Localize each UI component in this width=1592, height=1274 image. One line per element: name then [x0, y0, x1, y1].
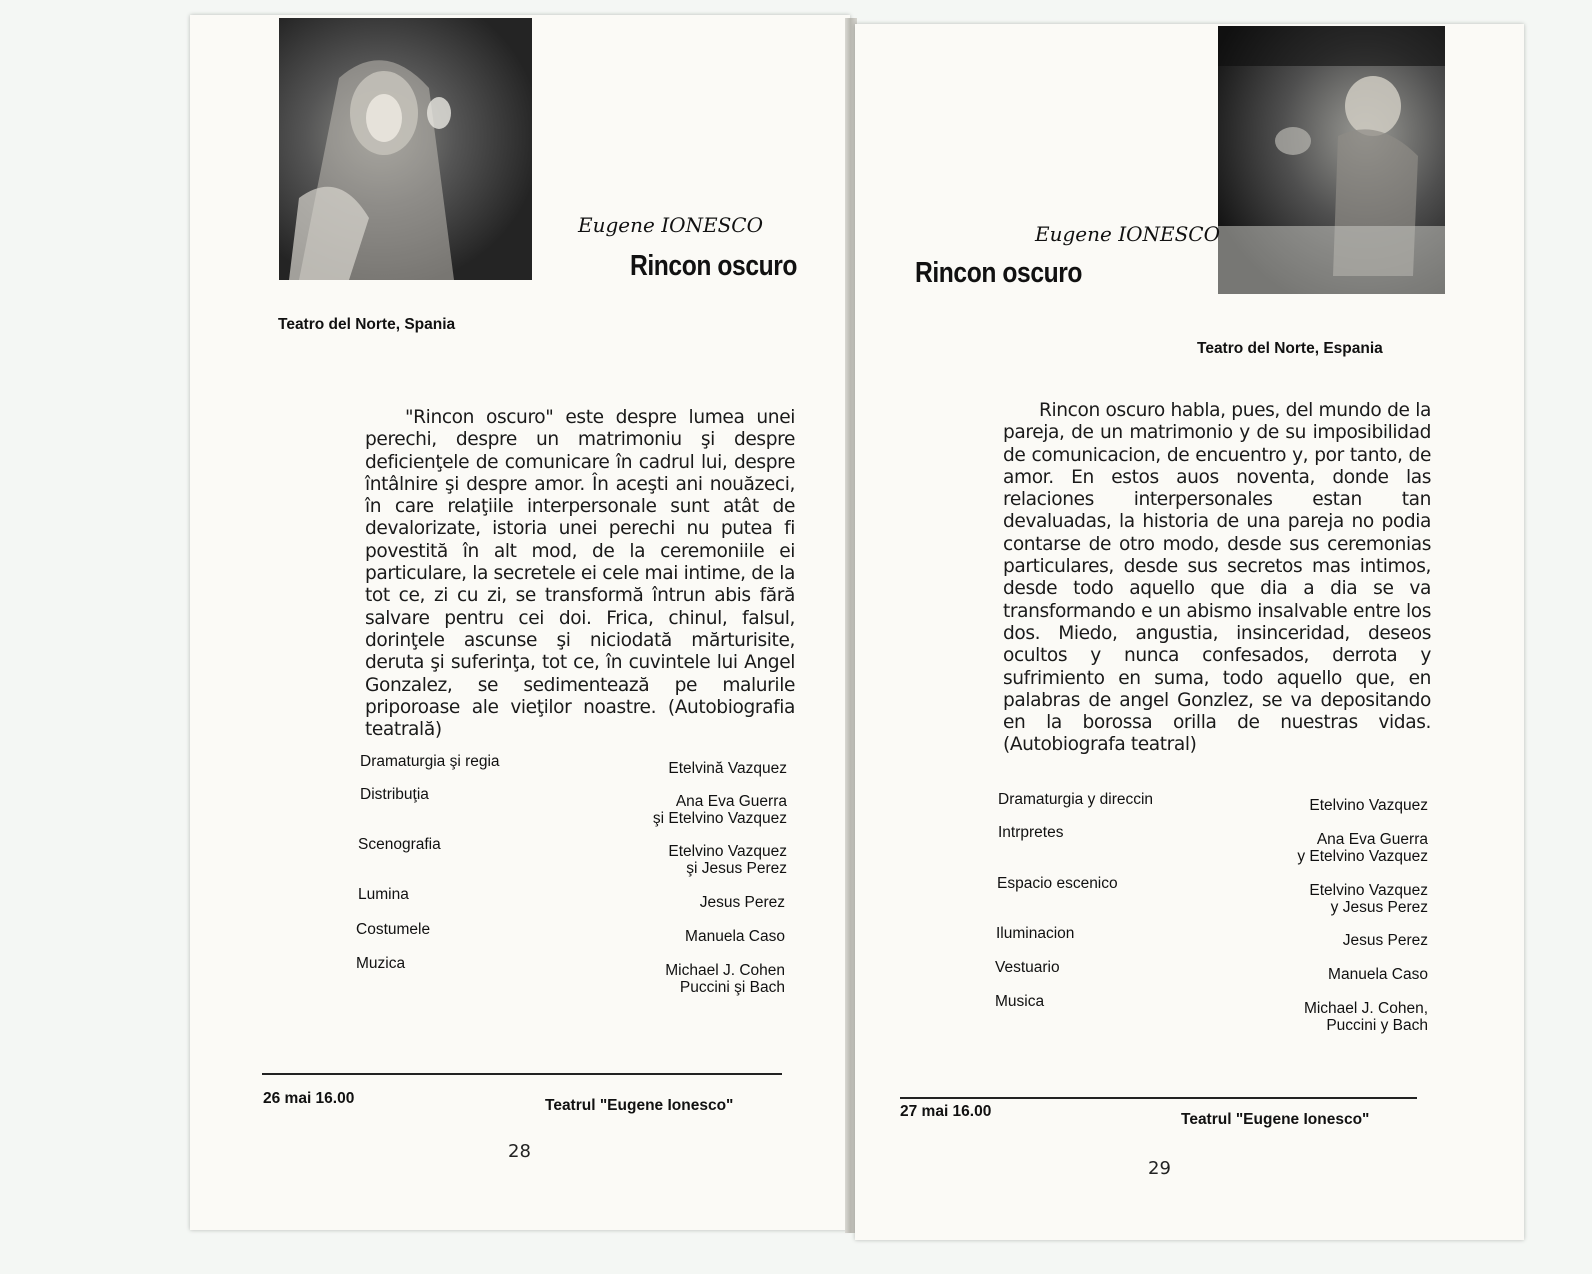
venue-name: Teatro del Norte, Spania: [278, 316, 456, 333]
credit-label: Iluminacion: [996, 925, 1075, 942]
credit-label: Musica: [995, 993, 1045, 1010]
credit-label: Dramaturgia şi regia: [360, 753, 500, 770]
credit-label: Dramaturgia y direccin: [998, 791, 1154, 808]
credit-value: Ana Eva Guerra şi Etelvino Vazquez: [652, 793, 787, 827]
credit-value: Michael J. Cohen Puccini şi Bach: [665, 962, 785, 996]
credit-value: Etelvino Vazquez y Jesus Perez: [1309, 882, 1428, 916]
bride-photo: [279, 18, 532, 280]
credit-label: Muzica: [356, 955, 406, 972]
page-number: 29: [1148, 1158, 1171, 1179]
footer-rule: [900, 1097, 1417, 1099]
theatre-name: Teatrul "Eugene Ionesco": [1181, 1111, 1370, 1128]
author-name: Eugene IONESCO: [1035, 222, 1220, 246]
performance-date: 26 mai 16.00: [263, 1090, 355, 1107]
description-text: Rincon oscuro habla, pues, del mundo de la pareja, de un matrimonio y de su imposibilidad de comunicacion, de encuentro y, por tanto, de amor. En estos auos noventa, donde las relaciones interpersonales estan tan devaluadas, la historia de una pareja no podia contarse de otro modo, desde sus ceremonias particulares, desde sus secretos mas intimos, desde todo aquello que dia a dia se va transformando e un abismo insalvable entre los dos. Miedo, angustia, insinceridad, deseos ocultos y nunca confesados, derrota y sufrimiento en suma, todo aquello que, en palabras de angel Gonzlez, se va depositando en la borossa orilla de nuestras vidas. (Autobiografa teatral): [1003, 400, 1431, 756]
credit-label: Distribuţia: [360, 786, 429, 803]
author-name: Eugene IONESCO: [578, 213, 763, 237]
credit-label: Intrpretes: [998, 824, 1064, 841]
credit-value: Ana Eva Guerra y Etelvino Vazquez: [1297, 831, 1428, 865]
credit-value: Michael J. Cohen, Puccini y Bach: [1303, 1000, 1428, 1034]
credit-value: Manuela Caso: [685, 928, 785, 945]
play-title: Rincon oscuro: [630, 250, 798, 282]
stage-photo: [1218, 26, 1445, 294]
footer-rule: [262, 1073, 782, 1075]
credit-label: Lumina: [358, 886, 409, 903]
page-number: 28: [508, 1141, 531, 1162]
credit-value: Etelvino Vazquez şi Jesus Perez: [668, 843, 787, 877]
credit-label: Scenografia: [358, 836, 441, 853]
performance-date: 27 mai 16.00: [900, 1103, 992, 1120]
credit-value: Jesus Perez: [1342, 932, 1428, 949]
description-text: "Rincon oscuro" este despre lumea unei perechi, despre un matrimoniu şi despre deficienţele de comunicare în cadrul lui, despre întâlnire şi despre amor. În aceşti ani nouăzeci, în care relaţiile interpersonale sunt atât de devalorizate, istoria unei perechi nu putea fi povestită în alt mod, de la ceremoniile ei particulare, la secretele ei cele mai intime, de la tot ce, zi cu zi, se transformă întrun abis fără salvare pentru cei doi. Frica, chinul, falsul, dorinţele ascunse şi niciodată mărturisite, deruta şi suferinţa, tot ce, în cuvintele lui Angel Gonzalez, se sedimentează pe malurile priporoase ale vieţilor noastre. (Autobiografia teatrală): [365, 407, 795, 741]
credit-value: Manuela Caso: [1328, 966, 1428, 983]
theatre-name: Teatrul "Eugene Ionesco": [545, 1097, 734, 1114]
venue-name: Teatro del Norte, Espania: [1197, 340, 1383, 357]
credit-label: Espacio escenico: [997, 875, 1118, 892]
credit-label: Costumele: [356, 921, 431, 938]
credit-value: Etelvină Vazquez: [668, 760, 787, 777]
credit-label: Vestuario: [995, 959, 1060, 976]
credit-value: Jesus Perez: [699, 894, 785, 911]
play-title: Rincon oscuro: [915, 257, 1083, 289]
credit-value: Etelvino Vazquez: [1309, 797, 1428, 814]
